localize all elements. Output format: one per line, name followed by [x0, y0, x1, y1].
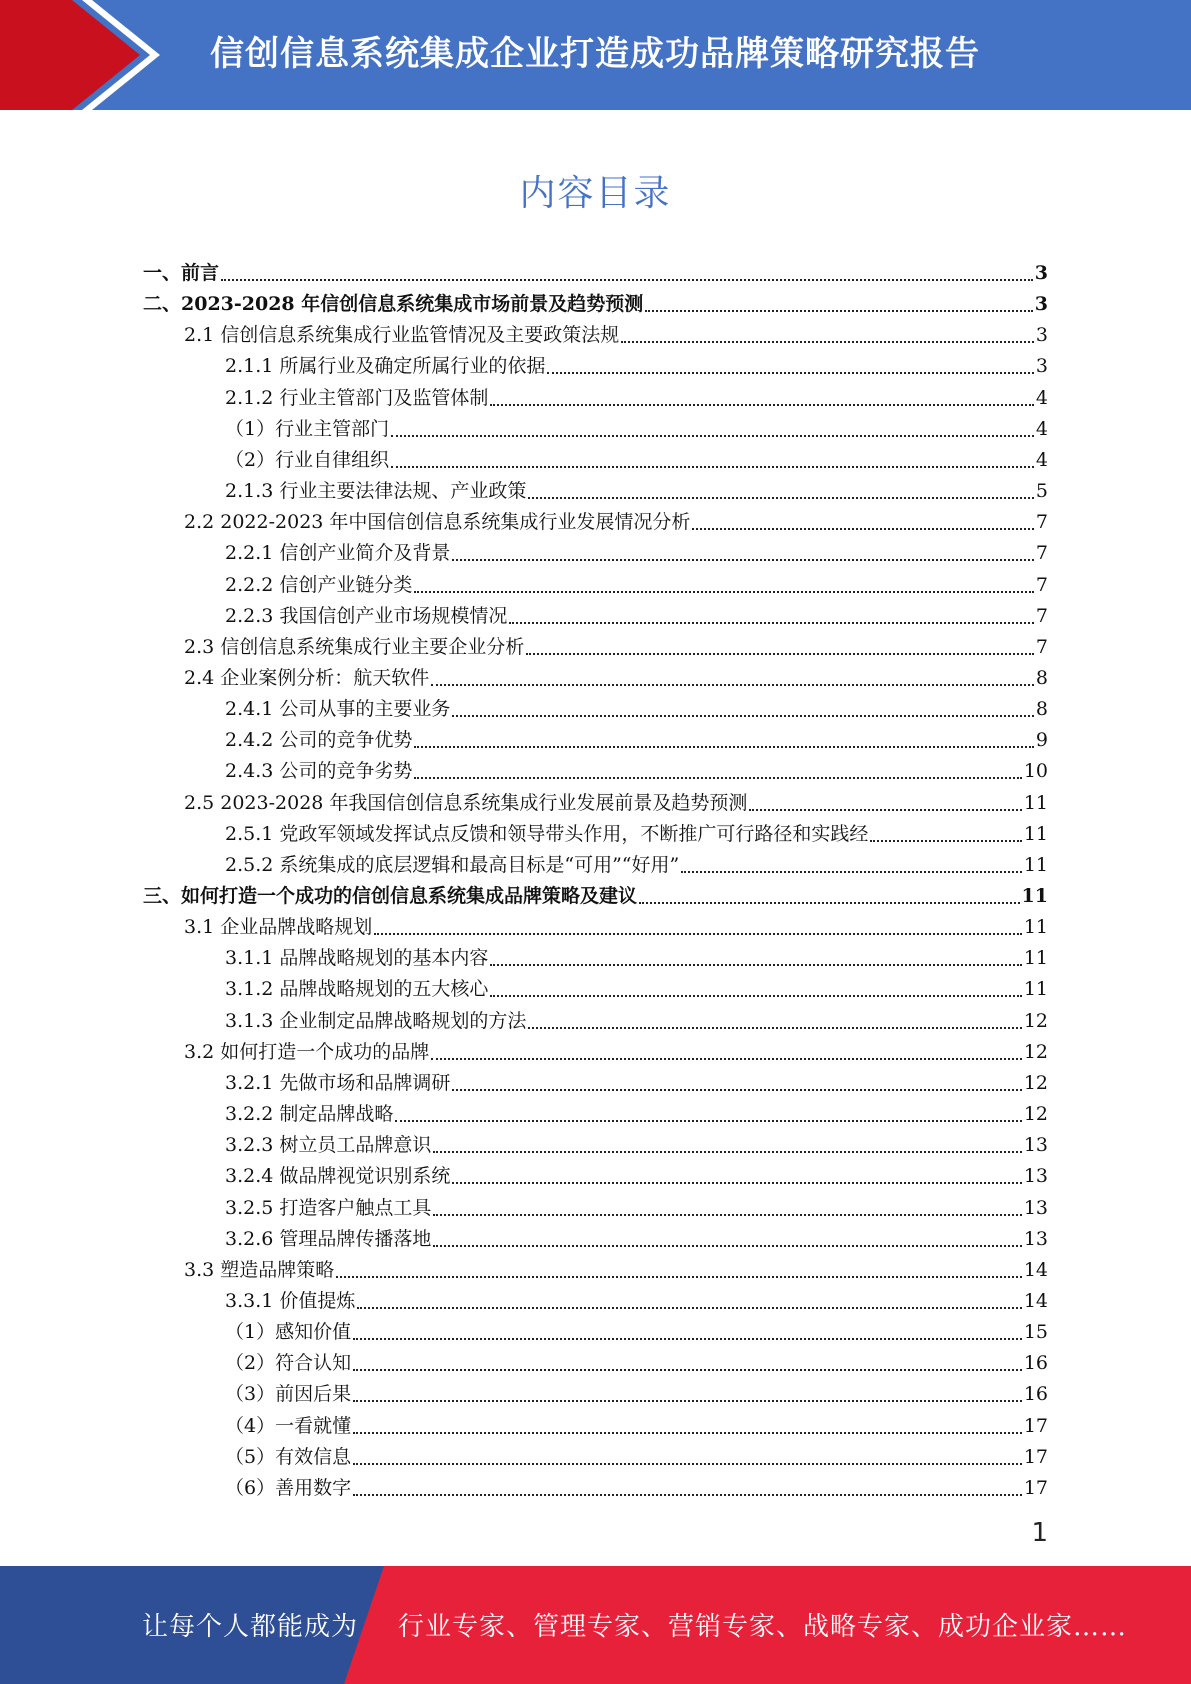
toc-leader-dots	[431, 1057, 1022, 1060]
toc-entry[interactable]	[225, 379, 1048, 410]
toc-leader-dots	[353, 1368, 1022, 1371]
toc-entry-page: 3	[1035, 324, 1048, 347]
toc-leader-dots	[353, 1493, 1022, 1496]
toc-leader-dots	[621, 340, 1034, 343]
toc-entry[interactable]	[225, 690, 1048, 721]
toc-entry-title: 2.3 信创信息系统集成行业主要企业分析	[184, 635, 525, 658]
toc-entry-title: 2.1 信创信息系统集成行业监管情况及主要政策法规	[184, 324, 620, 347]
toc-entry[interactable]	[225, 1407, 1048, 1438]
toc-leader-dots	[639, 901, 1020, 904]
toc-leader-dots	[870, 839, 1021, 842]
toc-entry-title: 2.5 2023-2028 年我国信创信息系统集成行业发展前景及趋势预测	[184, 791, 748, 814]
toc-entry-title: 2.2 2022-2023 年中国信创信息系统集成行业发展情况分析	[184, 511, 691, 534]
toc-entry-title: （3）前因后果	[225, 1383, 352, 1406]
toc-leader-dots	[433, 1244, 1021, 1247]
toc-entry[interactable]	[225, 1438, 1048, 1469]
toc-entry[interactable]	[184, 659, 1048, 690]
toc-entry-title: 3.1.3 企业制定品牌战略规划的方法	[225, 1009, 527, 1032]
toc-entry[interactable]	[184, 503, 1048, 534]
toc-entry-page: 11	[1023, 791, 1048, 814]
toc-entry-title: 一、前言	[143, 262, 220, 284]
toc-entry[interactable]	[225, 1220, 1048, 1251]
toc-entry-page: 17	[1023, 1476, 1048, 1499]
toc-leader-dots	[490, 994, 1021, 997]
toc-entry-title: 2.2.3 我国信创产业市场规模情况	[225, 604, 508, 627]
toc-entry-title: 2.5.1 党政军领域发挥试点反馈和领导带头作用，不断推广可行路径和实践经	[225, 822, 869, 845]
toc-leader-dots	[452, 1181, 1021, 1184]
toc-entry[interactable]	[225, 566, 1048, 597]
toc-entry[interactable]	[143, 285, 1048, 316]
toc-entry-title: （5）有效信息	[225, 1445, 352, 1468]
toc-entry-title: 三、如何打造一个成功的信创信息系统集成品牌策略及建议	[143, 885, 638, 907]
toc-entry[interactable]	[143, 877, 1048, 908]
toc-leader-dots	[374, 932, 1022, 935]
toc-entry[interactable]	[225, 1126, 1048, 1157]
toc-entry-title: 3.2.3 树立员工品牌意识	[225, 1134, 432, 1157]
toc-entry-title: 3.2.5 打造客户触点工具	[225, 1196, 432, 1219]
toc-entry-page: 10	[1023, 760, 1048, 783]
toc-entry-title: 3.2.1 先做市场和品牌调研	[225, 1071, 451, 1094]
toc-entry-page: 13	[1023, 1227, 1048, 1250]
toc-entry-page: 13	[1023, 1134, 1048, 1157]
toc-entry[interactable]	[225, 1157, 1048, 1188]
toc-entry-page: 17	[1023, 1414, 1048, 1437]
toc-entry[interactable]	[225, 472, 1048, 503]
toc-leader-dots	[431, 683, 1034, 686]
toc-entry-title: 3.1.2 品牌战略规划的五大核心	[225, 978, 489, 1001]
toc-entry[interactable]	[184, 1033, 1048, 1064]
toc-entry-page: 7	[1035, 635, 1048, 658]
toc-entry-page: 11	[1023, 947, 1048, 970]
toc-heading: 内容目录	[519, 173, 672, 214]
toc-leader-dots	[353, 1337, 1022, 1340]
toc-entry[interactable]	[184, 628, 1048, 659]
toc-entry[interactable]	[225, 1469, 1048, 1500]
toc-entry-title: 2.2.1 信创产业简介及背景	[225, 542, 451, 565]
toc-leader-dots	[681, 870, 1022, 873]
toc-entry-page: 7	[1035, 573, 1048, 596]
toc-entry-page: 12	[1023, 1040, 1048, 1063]
toc-entry[interactable]	[225, 1064, 1048, 1095]
toc-entry-page: 12	[1023, 1103, 1048, 1126]
toc-entry-page: 14	[1023, 1258, 1048, 1281]
toc-leader-dots	[490, 963, 1021, 966]
toc-entry[interactable]	[225, 1344, 1048, 1375]
toc-entry[interactable]	[225, 1313, 1048, 1344]
toc-entry-page: 8	[1035, 666, 1048, 689]
toc-entry-title: 3.1 企业品牌战略规划	[184, 916, 373, 939]
toc-entry-page: 4	[1035, 417, 1048, 440]
toc-leader-dots	[509, 621, 1034, 624]
footer-slogan-left: 让每个人都能成为	[142, 1612, 359, 1642]
toc-entry[interactable]	[225, 534, 1048, 565]
toc-entry-page: 9	[1035, 729, 1048, 752]
footer-slogan-right: 行业专家、管理专家、营销专家、战略专家、成功企业家……	[398, 1612, 1128, 1642]
toc-entry-title: （4）一看就懂	[225, 1414, 352, 1437]
toc-entry[interactable]	[225, 1282, 1048, 1313]
toc-entry[interactable]	[225, 1002, 1048, 1033]
toc-entry-page: 7	[1035, 542, 1048, 565]
toc-leader-dots	[336, 1275, 1022, 1278]
toc-leader-dots	[221, 278, 1033, 281]
toc-entry-title: 3.3.1 价值提炼	[225, 1289, 356, 1312]
toc-leader-dots	[528, 496, 1034, 499]
toc-entry[interactable]	[184, 1251, 1048, 1282]
toc-entry[interactable]	[225, 441, 1048, 472]
toc-entry-title: （6）善用数字	[225, 1476, 352, 1499]
toc-leader-dots	[395, 1119, 1021, 1122]
toc-entry-page: 8	[1035, 698, 1048, 721]
toc-entry[interactable]	[143, 254, 1048, 285]
toc-entry-title: 2.4.3 公司的竞争劣势	[225, 760, 413, 783]
toc-leader-dots	[433, 1150, 1021, 1153]
toc-entry-page: 14	[1023, 1289, 1048, 1312]
toc-entry-title: 3.2.4 做品牌视觉识别系统	[225, 1165, 451, 1188]
toc-entry-title: 3.3 塑造品牌策略	[184, 1258, 335, 1281]
toc-entry-page: 3	[1034, 262, 1048, 284]
toc-entry[interactable]	[225, 1375, 1048, 1406]
toc-entry-title: （1）行业主管部门	[225, 417, 390, 440]
toc-leader-dots	[528, 1026, 1021, 1029]
toc-entry-page: 7	[1035, 511, 1048, 534]
toc-entry-page: 4	[1035, 448, 1048, 471]
toc-entry[interactable]	[184, 908, 1048, 939]
toc-entry[interactable]	[225, 939, 1048, 970]
toc-entry-title: 2.1.3 行业主要法律法规、产业政策	[225, 480, 527, 503]
toc-leader-dots	[692, 527, 1033, 530]
toc-entry-page: 17	[1023, 1445, 1048, 1468]
toc-entry[interactable]	[184, 316, 1048, 347]
toc-entry-page: 3	[1035, 355, 1048, 378]
toc-leader-dots	[452, 558, 1034, 561]
toc-entry[interactable]	[225, 970, 1048, 1001]
toc-leader-dots	[452, 1088, 1021, 1091]
toc-entry-title: 2.5.2 系统集成的底层逻辑和最高目标是“可用”“好用”	[225, 853, 680, 876]
toc-entry-title: 2.1.1 所属行业及确定所属行业的依据	[225, 355, 546, 378]
toc-entry-page: 12	[1023, 1009, 1048, 1032]
toc-leader-dots	[547, 371, 1034, 374]
toc-entry[interactable]	[225, 752, 1048, 783]
toc-entry-page: 12	[1023, 1071, 1048, 1094]
toc-entry-title: 2.2.2 信创产业链分类	[225, 573, 413, 596]
toc-entry[interactable]	[225, 815, 1048, 846]
toc-entry[interactable]	[225, 721, 1048, 752]
toc-leader-dots	[414, 745, 1034, 748]
toc-leader-dots	[526, 652, 1034, 655]
toc-entry-title: 2.4.2 公司的竞争优势	[225, 729, 413, 752]
toc-entry-page: 7	[1035, 604, 1048, 627]
toc-leader-dots	[414, 776, 1021, 779]
toc-entry-page: 11	[1023, 978, 1048, 1001]
toc-entry-page: 11	[1023, 916, 1048, 939]
toc-entry-title: 3.2 如何打造一个成功的品牌	[184, 1040, 430, 1063]
toc-entry-page: 5	[1035, 480, 1048, 503]
toc-leader-dots	[357, 1306, 1021, 1309]
toc-leader-dots	[414, 590, 1034, 593]
toc-leader-dots	[391, 434, 1034, 437]
toc-entry-page: 13	[1023, 1165, 1048, 1188]
toc-entry[interactable]	[225, 1189, 1048, 1220]
page-number: 1	[1031, 1518, 1048, 1548]
toc-entry-page: 15	[1023, 1321, 1048, 1344]
toc-leader-dots	[490, 403, 1034, 406]
page-header	[0, 0, 1191, 110]
toc-entry-title: （1）感知价值	[225, 1321, 352, 1344]
toc-entry-page: 16	[1023, 1352, 1048, 1375]
toc-entry-page: 11	[1023, 822, 1048, 845]
toc-entry-title: 3.2.2 制定品牌战略	[225, 1103, 394, 1126]
toc-entry[interactable]	[225, 347, 1048, 378]
toc-entry[interactable]	[225, 1095, 1048, 1126]
toc-leader-dots	[433, 1213, 1021, 1216]
toc-leader-dots	[353, 1431, 1022, 1434]
toc-entry-page: 11	[1023, 853, 1048, 876]
toc-leader-dots	[353, 1462, 1022, 1465]
toc-entry-page: 16	[1023, 1383, 1048, 1406]
toc-entry[interactable]	[225, 597, 1048, 628]
toc-entry-title: 3.1.1 品牌战略规划的基本内容	[225, 947, 489, 970]
toc-entry-title: （2）行业自律组织	[225, 448, 390, 471]
toc-entry[interactable]	[184, 784, 1048, 815]
page-footer	[0, 1566, 1191, 1684]
toc-entry-page: 13	[1023, 1196, 1048, 1219]
toc-leader-dots	[452, 714, 1034, 717]
toc-entry-title: 2.4.1 公司从事的主要业务	[225, 698, 451, 721]
toc-entry-title: （2）符合认知	[225, 1352, 352, 1375]
toc-entry-page: 11	[1021, 885, 1048, 907]
toc-entry[interactable]	[225, 410, 1048, 441]
toc-leader-dots	[645, 309, 1033, 312]
toc-entry-title: 2.1.2 行业主管部门及监管体制	[225, 386, 489, 409]
toc-entry-title: 二、2023-2028 年信创信息系统集成市场前景及趋势预测	[143, 293, 644, 316]
toc-leader-dots	[391, 465, 1034, 468]
toc-entry-title: 3.2.6 管理品牌传播落地	[225, 1227, 432, 1250]
toc-entry[interactable]	[225, 846, 1048, 877]
toc-entry-page: 3	[1034, 293, 1048, 316]
toc-entry-title: 2.4 企业案例分析：航天软件	[184, 666, 430, 689]
report-title: 信创信息系统集成企业打造成功品牌策略研究报告	[210, 34, 980, 74]
toc-leader-dots	[353, 1399, 1022, 1402]
toc-leader-dots	[749, 808, 1021, 811]
toc-entry-page: 4	[1035, 386, 1048, 409]
